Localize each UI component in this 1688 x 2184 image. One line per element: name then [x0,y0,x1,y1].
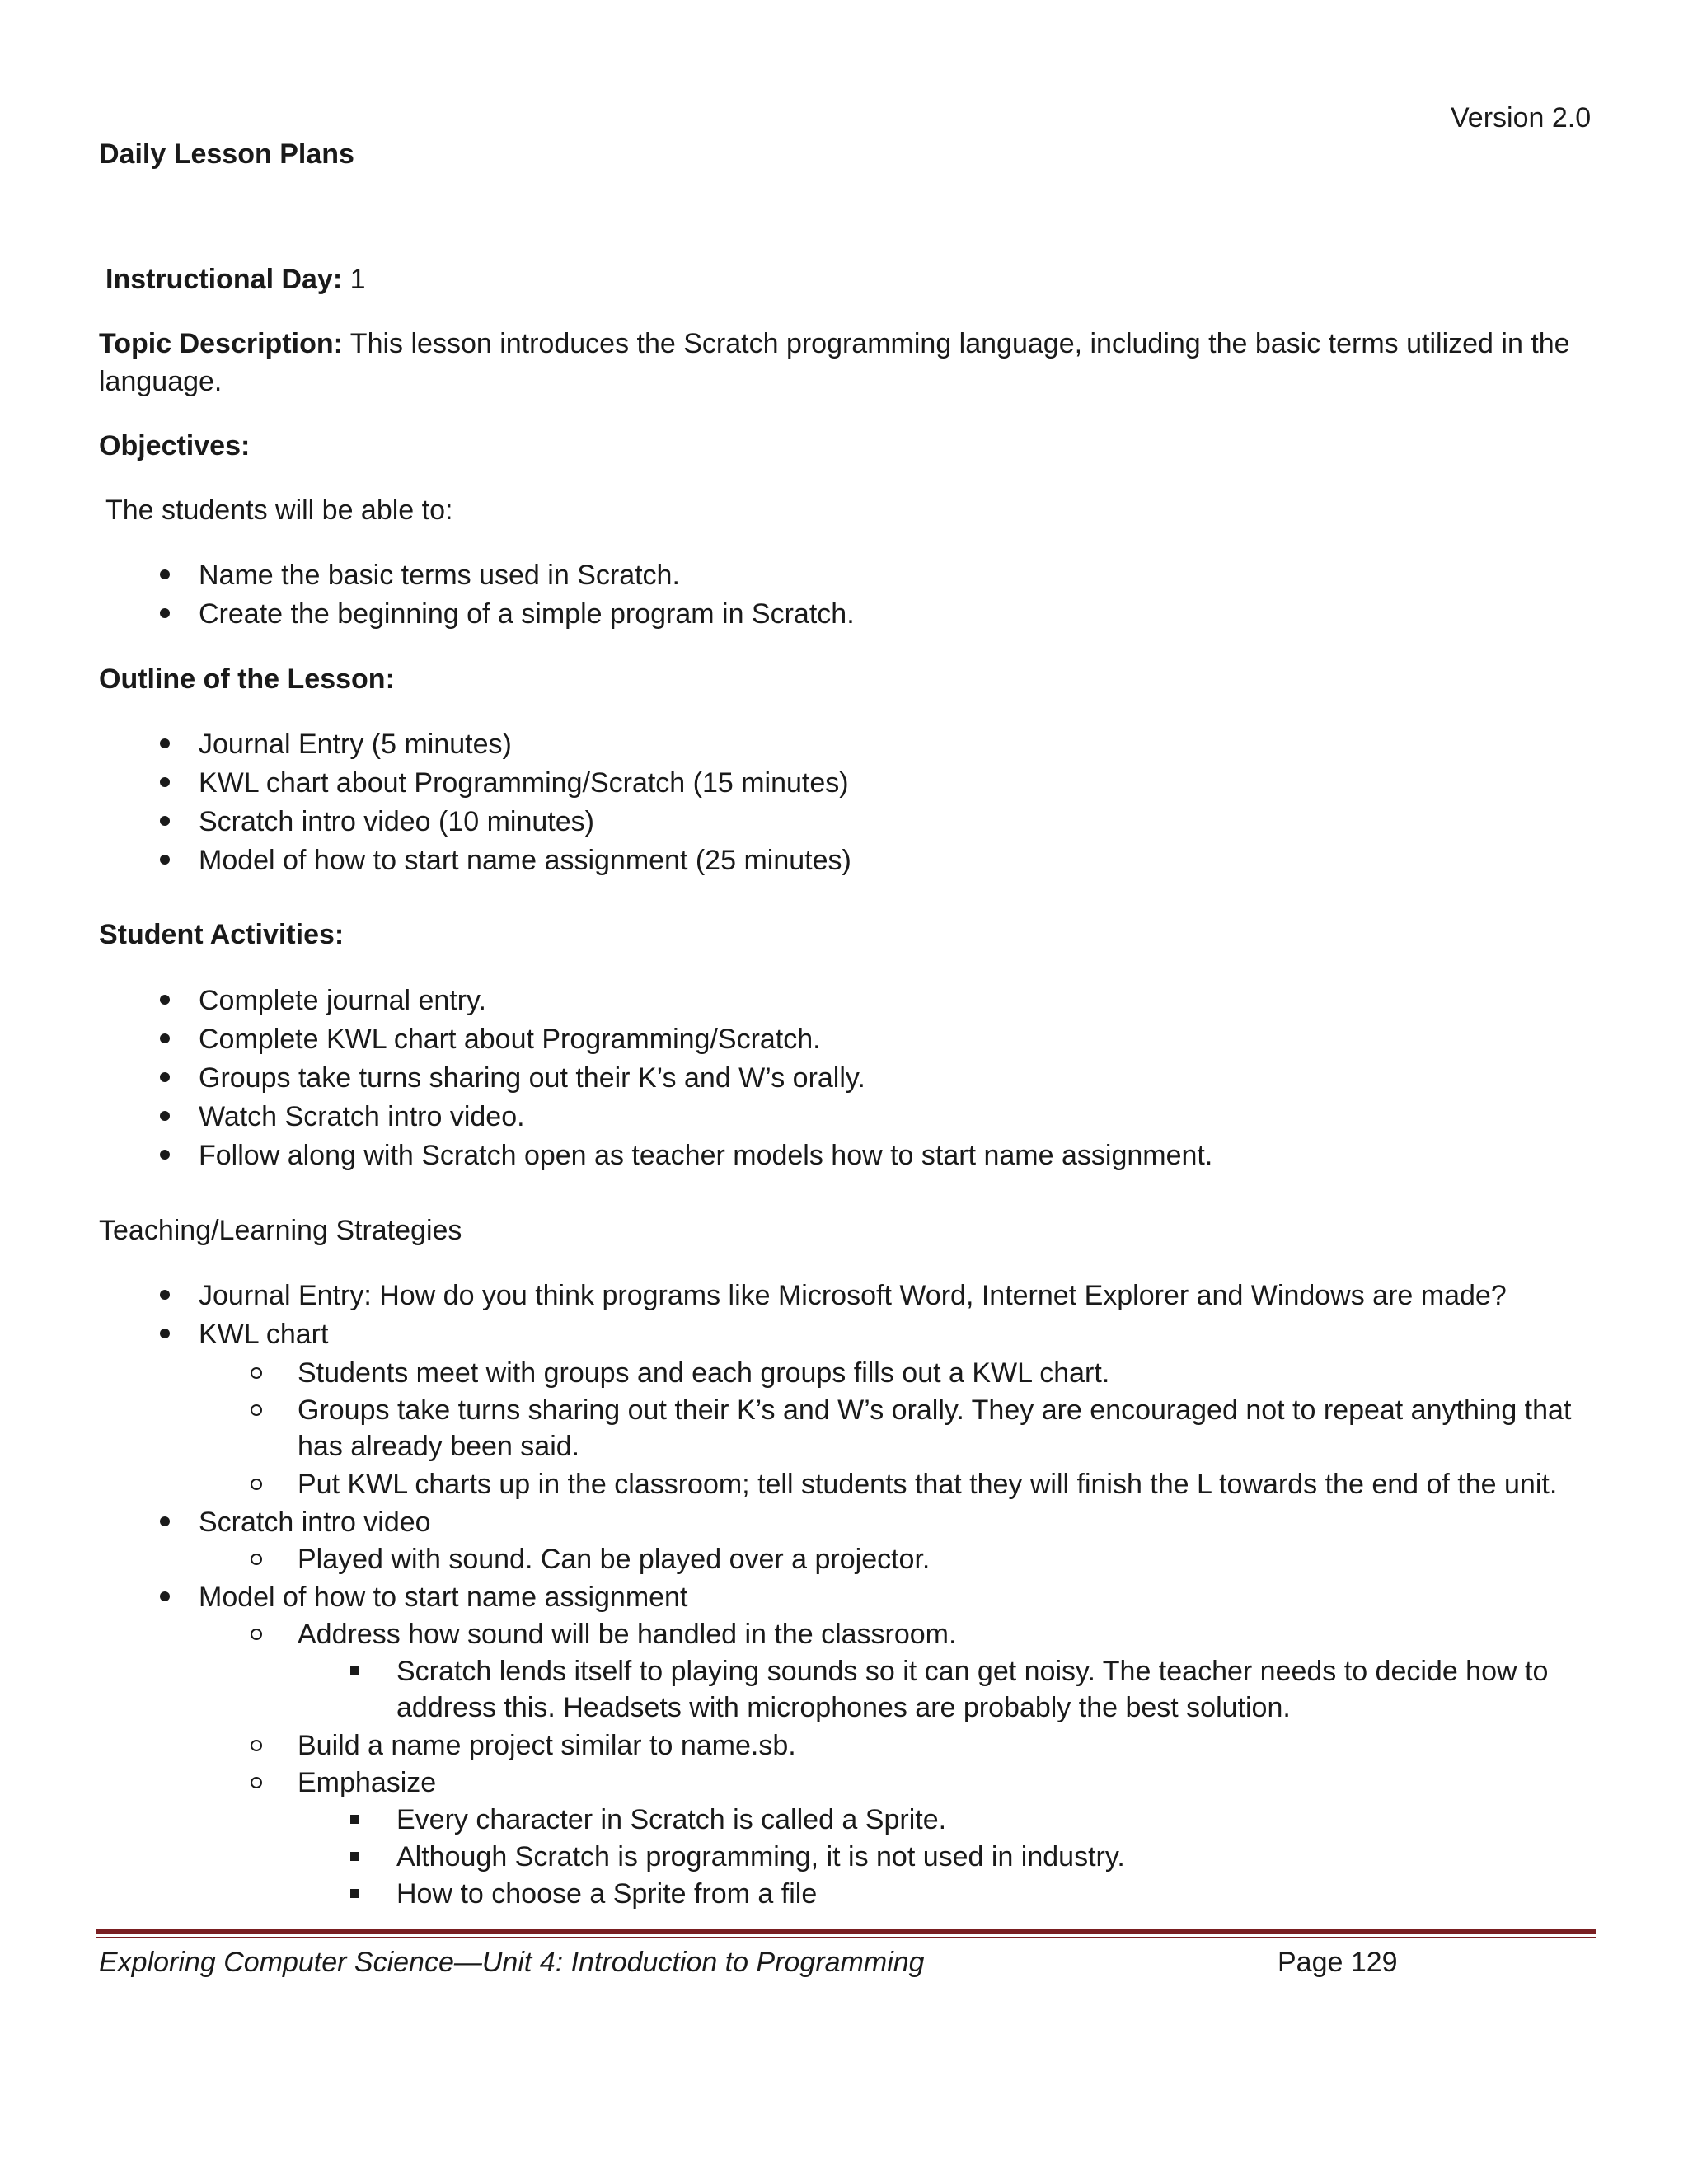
bullet-icon [160,1591,170,1601]
strategy-kwl: KWL chart [199,1319,329,1350]
bullet-icon [160,1516,170,1526]
bullet-icon [160,738,170,748]
objectives-heading: Objectives: [99,430,251,462]
objectives-intro: The students will be able to: [106,494,453,526]
bullet-icon [160,1329,170,1338]
topic-description [99,325,1570,363]
bullet-icon [160,777,170,787]
model-detail-item-continued: address this. Headsets with microphones are probably the best solution. [396,1692,1291,1723]
bullet-icon [160,569,170,579]
footer-rule-thin [96,1937,1596,1938]
square-bullet-icon [350,1815,359,1824]
footer-rule-thick [96,1929,1596,1934]
kwl-sub-item: Put KWL charts up in the classroom; tell students that they will finish the L towards the end of the unit. [298,1469,1558,1500]
model-sub-item: Build a name project similar to name.sb. [298,1730,796,1761]
kwl-sub-item-continued: has already been said. [298,1431,580,1462]
square-bullet-icon [350,1852,359,1861]
bullet-icon [160,1033,170,1043]
topic-text-line2: language. [99,366,223,397]
sub-bullet-icon [251,1777,262,1788]
sub-bullet-icon [251,1367,262,1379]
emphasize-item: Every character in Scratch is called a Sprite. [396,1804,947,1835]
strategy-video: Scratch intro video [199,1507,431,1538]
outline-item: Scratch intro video (10 minutes) [199,806,594,837]
bullet-icon [160,855,170,865]
outline-item: Model of how to start name assignment (25 minutes) [199,845,851,876]
emphasize-item: How to choose a Sprite from a file [396,1878,818,1910]
kwl-sub-item: Students meet with groups and each groups fills out a KWL chart. [298,1357,1110,1389]
activity-item: Groups take turns sharing out their K’s and W’s orally. [199,1062,865,1094]
activities-heading: Student Activities: [99,919,345,950]
square-bullet-icon [350,1889,359,1898]
sub-bullet-icon [251,1554,262,1565]
bullet-icon [160,995,170,1005]
footer-course-title: Exploring Computer Science—Unit 4: Introduction to Programming [99,1947,925,1978]
sub-bullet-icon [251,1629,262,1640]
bullet-icon [160,1072,170,1082]
kwl-sub-item: Groups take turns sharing out their K’s and W’s orally. They are encouraged not to repeat anything that [298,1394,1572,1426]
strategy-journal: Journal Entry: How do you think programs like Microsoft Word, Internet Explorer and Windows are made? [199,1280,1507,1311]
bullet-icon [160,608,170,618]
emphasize-item: Although Scratch is programming, it is not used in industry. [396,1841,1125,1872]
bullet-icon [160,1290,170,1300]
strategy-model: Model of how to start name assignment [199,1582,688,1613]
outline-item: KWL chart about Programming/Scratch (15 minutes) [199,767,849,799]
activity-item: Watch Scratch intro video. [199,1101,525,1132]
page-title: Daily Lesson Plans [99,138,354,170]
outline-item: Journal Entry (5 minutes) [199,729,512,760]
strategies-heading: Teaching/Learning Strategies [99,1215,462,1246]
topic-label: Topic Description: [99,328,343,359]
objective-item: Name the basic terms used in Scratch. [199,560,680,591]
sub-bullet-icon [251,1740,262,1751]
objective-item: Create the beginning of a simple program in Scratch. [199,598,855,630]
instructional-day-label: Instructional Day: [106,264,343,295]
bullet-icon [160,1111,170,1121]
topic-text-line1: This lesson introduces the Scratch programming language, including the basic terms utilized in the [349,328,1570,359]
footer-page-number: Page 129 [1278,1947,1398,1978]
version-label: Version 2.0 [1451,102,1592,134]
outline-heading: Outline of the Lesson: [99,663,395,695]
instructional-day-value: 1 [349,264,366,295]
instructional-day [106,260,366,298]
bullet-icon [160,816,170,826]
square-bullet-icon [350,1666,359,1675]
model-sub-item: Emphasize [298,1767,437,1798]
sub-bullet-icon [251,1479,262,1490]
activity-item: Complete journal entry. [199,985,486,1016]
model-sub-item: Address how sound will be handled in the classroom. [298,1619,957,1650]
activity-item: Complete KWL chart about Programming/Scratch. [199,1024,821,1055]
model-detail-item: Scratch lends itself to playing sounds so it can get noisy. The teacher needs to decide how to [396,1656,1549,1687]
activity-item: Follow along with Scratch open as teacher models how to start name assignment. [199,1140,1213,1171]
video-sub-item: Played with sound. Can be played over a projector. [298,1544,931,1575]
bullet-icon [160,1150,170,1160]
sub-bullet-icon [251,1404,262,1416]
